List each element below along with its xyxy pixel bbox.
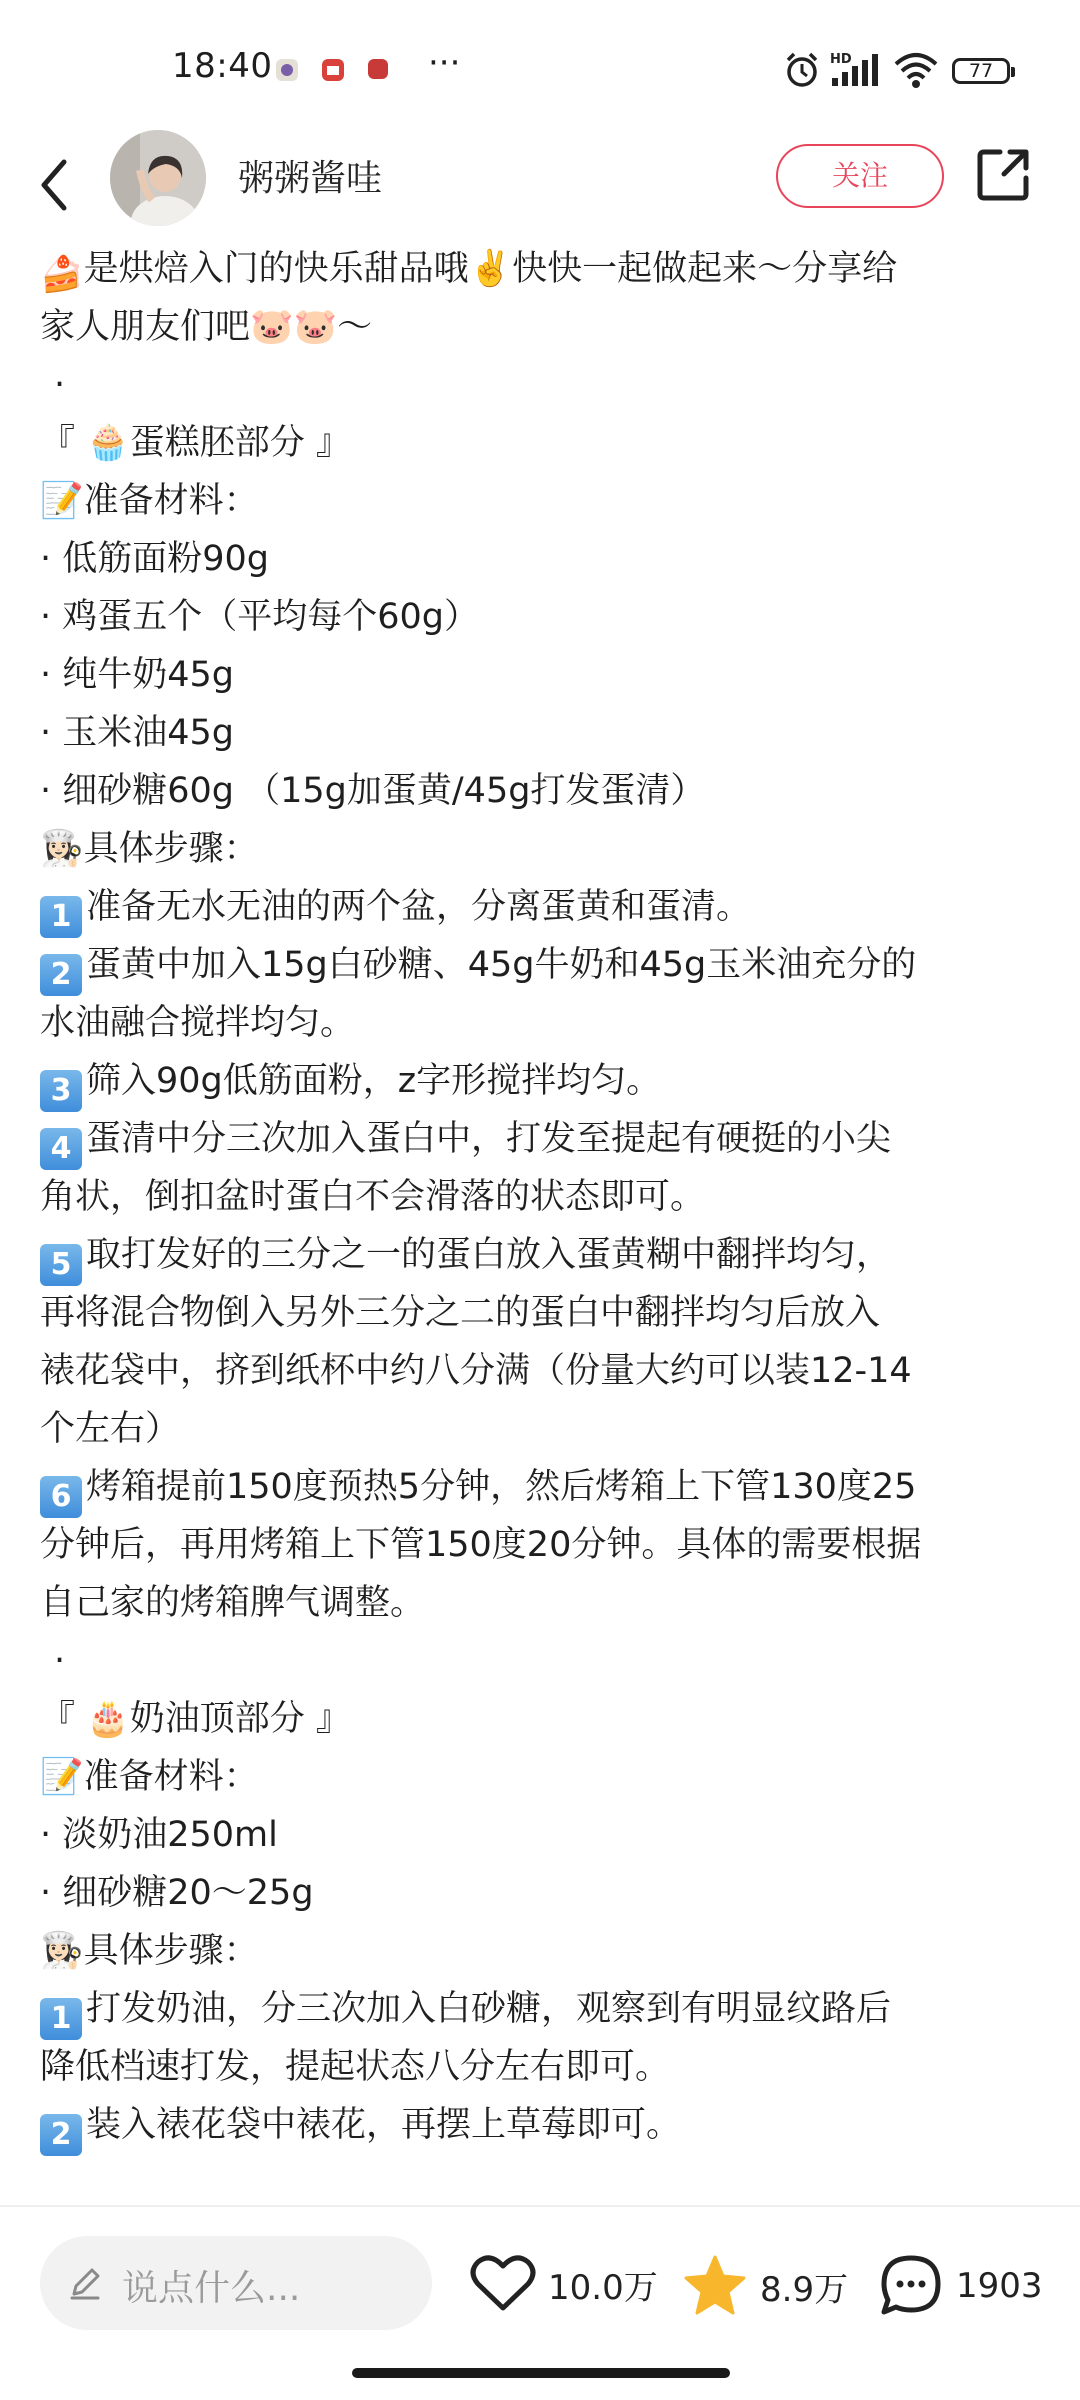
follow-button[interactable]: 关注	[776, 144, 944, 208]
note-content	[40, 240, 1050, 2154]
step-item: 2 蛋黄中加入15g白砂糖、45g牛奶和45g玉米油充分的	[40, 936, 1050, 994]
step-item-cont: 角状，倒扣盆时蛋白不会滑落的状态即可。	[40, 1177, 706, 1217]
keycap-3-icon: 3	[40, 1070, 82, 1112]
section-title-cake: 『 🧁蛋糕胚部分 』	[40, 423, 351, 463]
pencil-icon	[66, 2264, 104, 2302]
step-item-cont: 水油融合搅拌均匀。	[40, 1003, 356, 1043]
step-item: 1 准备无水无油的两个盆，分离蛋黄和蛋清。	[40, 878, 1050, 936]
heart-icon	[470, 2254, 536, 2314]
step-item-cont: 降低档速打发，提起状态八分左右即可。	[40, 2047, 671, 2087]
status-time: 18:40	[172, 46, 273, 86]
comment-count: 1903	[956, 2266, 1043, 2306]
like-count: 10.0万	[548, 2267, 658, 2308]
like-button[interactable]	[470, 2254, 658, 2314]
keycap-6-icon: 6	[40, 1476, 82, 1518]
author-avatar[interactable]	[110, 130, 206, 226]
status-bar	[0, 0, 1080, 135]
ingredient-item: · 细砂糖20～25g	[40, 1873, 314, 1913]
materials-label: 📝准备材料：	[40, 1757, 259, 1797]
app-notification-icon	[276, 59, 298, 81]
steps-label: 👩🏻‍🍳具体步骤：	[40, 1931, 259, 1971]
collect-count: 8.9万	[760, 2269, 849, 2310]
calendar-notification-icon	[322, 59, 344, 81]
comment-button[interactable]	[878, 2254, 1043, 2318]
step-item-cont: 分钟后，再用烤箱上下管150度20分钟。具体的需要根据	[40, 1525, 922, 1565]
share-icon[interactable]	[974, 146, 1032, 204]
intro-line: 🍰是烘焙入门的快乐甜品哦✌️快快一起做起来～分享给	[40, 240, 1050, 298]
step-item-cont: 自己家的烤箱脾气调整。	[40, 1583, 426, 1623]
comment-input[interactable]	[40, 2236, 432, 2330]
step-item: 3 筛入90g低筋面粉，z字形搅拌均匀。	[40, 1052, 1050, 1110]
more-dots-icon: ···	[428, 43, 461, 83]
alarm-icon	[782, 50, 822, 90]
home-indicator[interactable]	[352, 2368, 730, 2378]
ingredient-item: · 细砂糖60g （15g加蛋黄/45g打发蛋清）	[40, 771, 706, 811]
collect-button[interactable]	[682, 2254, 848, 2318]
separator-dot: ·	[54, 1641, 66, 1681]
separator-dot: ·	[54, 365, 66, 405]
author-name[interactable]: 粥粥酱哇	[238, 158, 383, 199]
note-header	[0, 130, 1080, 250]
svg-text:HD: HD	[830, 52, 852, 67]
keycap-4-icon: 4	[40, 1128, 82, 1170]
steps-label: 👩🏻‍🍳具体步骤：	[40, 829, 259, 869]
keycap-1-icon: 1	[40, 896, 82, 938]
step-item-cont: 裱花袋中，挤到纸杯中约八分满（份量大约可以装12-14	[40, 1351, 912, 1391]
step-item: 4 蛋清中分三次加入蛋白中，打发至提起有硬挺的小尖	[40, 1110, 1050, 1168]
battery-icon: 77	[952, 58, 1010, 84]
step-item-cont: 再将混合物倒入另外三分之二的蛋白中翻拌均匀后放入	[40, 1293, 881, 1333]
back-arrow-icon[interactable]	[30, 150, 90, 220]
bottom-divider	[0, 2205, 1080, 2207]
step-item: 5 取打发好的三分之一的蛋白放入蛋黄糊中翻拌均匀，	[40, 1226, 1050, 1284]
keycap-1-icon: 1	[40, 1998, 82, 2040]
keycap-5-icon: 5	[40, 1244, 82, 1286]
step-item-cont: 个左右）	[40, 1409, 181, 1449]
step-item: 2 装入裱花袋中裱花，再摆上草莓即可。	[40, 2096, 1050, 2154]
keycap-2-icon: 2	[40, 954, 82, 996]
star-icon	[682, 2254, 748, 2318]
ingredient-item: · 低筋面粉90g	[40, 539, 270, 579]
comment-placeholder: 说点什么...	[122, 2268, 301, 2309]
intro-line: 家人朋友们吧🐷🐷～	[40, 307, 373, 347]
ingredient-item: · 淡奶油250ml	[40, 1815, 278, 1855]
materials-label: 📝准备材料：	[40, 481, 259, 521]
wifi-icon	[894, 50, 938, 90]
cake-slice-icon: 🍰	[40, 255, 84, 295]
hd-signal-icon	[830, 50, 886, 90]
keycap-2-icon: 2	[40, 2114, 82, 2156]
ingredient-item: · 玉米油45g	[40, 713, 235, 753]
section-title-cream: 『 🎂奶油顶部分 』	[40, 1699, 351, 1739]
ingredient-item: · 纯牛奶45g	[40, 655, 235, 695]
ingredient-item: · 鸡蛋五个（平均每个60g）	[40, 597, 480, 637]
mail-notification-icon	[368, 59, 388, 79]
step-item: 1 打发奶油，分三次加入白砂糖，观察到有明显纹路后	[40, 1980, 1050, 2038]
comment-bubble-icon	[878, 2254, 944, 2318]
step-item: 6 烤箱提前150度预热5分钟，然后烤箱上下管130度25	[40, 1458, 1050, 1516]
